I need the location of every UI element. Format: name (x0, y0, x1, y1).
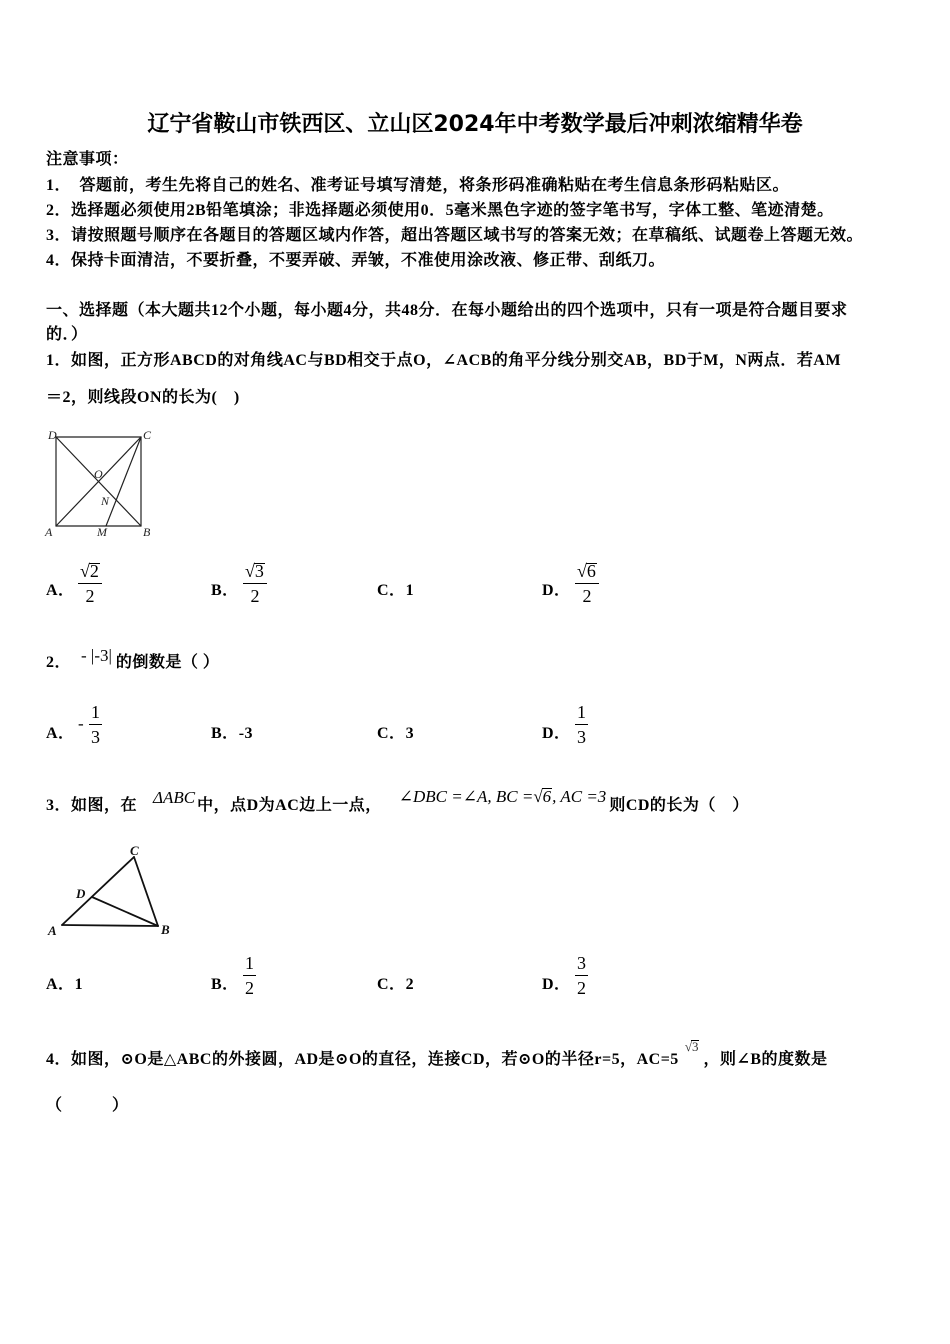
condition-formula (399, 787, 607, 807)
formula-part-1: ∠DBC =∠A, BC = (398, 787, 534, 806)
option-label: C． (377, 582, 406, 599)
radical-sign: √ (684, 1039, 692, 1054)
question-4-answer-blank: （ ） (46, 1097, 129, 1114)
abs-expression: - |-3| (81, 646, 112, 665)
numerator (575, 559, 599, 583)
numerator: 1 (577, 702, 586, 722)
fraction (78, 559, 102, 608)
option-value: -3 (238, 725, 254, 742)
question-1-stem-line-1: 1．如图，正方形ABCD的对角线AC与BD相交于点O，∠ACB的角平分线分别交AB，BD于M，N两点．若AM (46, 352, 842, 369)
q3-option-a (46, 951, 186, 1003)
radicand: 3 (691, 1039, 699, 1054)
label-d: D (76, 886, 86, 901)
radical-sign: √ (80, 561, 90, 581)
minus-sign: - (78, 714, 84, 733)
denominator: 2 (577, 978, 586, 998)
section-heading-line-2: 的．） (46, 326, 88, 343)
numerator: 1 (91, 702, 100, 722)
q1-option-c (377, 559, 517, 611)
fraction (243, 951, 256, 1000)
fraction (575, 951, 588, 1000)
radicand: 6 (586, 561, 596, 581)
option-label: C． (377, 976, 406, 993)
option-label-group (377, 975, 414, 995)
question-3-options (0, 951, 950, 1003)
option-label-group (377, 581, 414, 601)
fraction (575, 700, 588, 749)
radicand: 2 (89, 561, 99, 581)
label-c: C (143, 428, 152, 442)
denominator: 3 (91, 727, 100, 747)
question-1-figure-square (44, 424, 164, 540)
q2-option-b (211, 700, 351, 752)
label-m: M (97, 525, 107, 539)
option-value: 3 (405, 725, 415, 742)
q1-option-d (542, 559, 682, 611)
fraction (575, 559, 599, 608)
notice-item-3: 3．请按照题号顺序在各题目的答题区域内作答，超出答题区域书写的答案无效；在草稿纸、试题卷上答题无效。 (46, 227, 864, 244)
triangle-abc-formula: ΔABC (153, 788, 196, 807)
bisector-cm (106, 437, 141, 526)
option-label: B． (211, 725, 239, 742)
denominator: 3 (577, 727, 586, 747)
denominator: 2 (85, 586, 95, 606)
label-d: D (48, 428, 57, 442)
notice-item-2: 2．选择题必须使用2B铅笔填涂；非选择题必须使用0．5毫米黑色字迹的签字笔书写，字体工整、笔迹清楚。 (46, 202, 834, 219)
option-label-group (211, 724, 253, 744)
side-ac (62, 857, 134, 925)
formula-part-2: , AC =3 (552, 787, 607, 806)
label-n: N (101, 494, 110, 508)
option-label: D． (542, 976, 571, 993)
side-ab (62, 925, 158, 926)
option-label: A． (46, 725, 75, 742)
question-3-figure-triangle (44, 840, 179, 940)
option-label: D． (542, 582, 571, 599)
label-c: C (130, 843, 139, 858)
q2-option-a (46, 700, 186, 752)
label-a: A (45, 525, 53, 539)
question-1-stem-line-2: ＝2，则线段ON的长为( ) (46, 389, 240, 406)
question-4-text-1: 4．如图，⊙O是△ABC的外接圆，AD是⊙O的直径，连接CD，若⊙O的半径r=5，AC=5 (46, 1051, 679, 1068)
radicand: 6 (542, 787, 552, 806)
question-1-options (0, 559, 950, 611)
radicand: 3 (254, 561, 264, 581)
q2-option-c (377, 700, 517, 752)
q1-option-b (211, 559, 351, 611)
option-label: A． (46, 582, 75, 599)
q3-option-c (377, 951, 517, 1003)
section-heading-line-1: 一、选择题（本大题共12个小题，每小题4分，共48分．在每小题给出的四个选项中，只有一项是符合题目要求 (46, 302, 848, 319)
page-title: 辽宁省鞍山市铁西区、立山区2024年中考数学最后冲刺浓缩精华卷 (147, 112, 803, 137)
fraction (89, 700, 102, 749)
side-bc (134, 857, 158, 926)
numerator: 3 (577, 953, 586, 973)
label-b: B (161, 922, 170, 937)
option-label: D． (542, 725, 571, 742)
question-3-text-3: 则CD的长为（ ） (609, 797, 749, 814)
question-4-stem-line-1 (46, 1039, 828, 1070)
numerator (243, 559, 267, 583)
option-label: C． (377, 725, 406, 742)
question-3-stem (46, 787, 749, 816)
question-4-text-2: ，则∠B的度数是 (703, 1051, 828, 1068)
question-number: 2． (46, 654, 72, 671)
option-label: B． (211, 976, 239, 993)
denominator: 2 (245, 978, 254, 998)
option-label-group (377, 724, 414, 744)
denominator: 2 (250, 586, 260, 606)
radical-sign: √ (533, 787, 543, 806)
q2-option-d (542, 700, 682, 752)
denominator: 2 (582, 586, 592, 606)
segment-bd (92, 897, 158, 926)
radical-sign: √ (577, 561, 587, 581)
question-3-text-1: 3．如图，在 (46, 797, 138, 814)
root-three (685, 1037, 700, 1057)
numerator (78, 559, 102, 583)
question-2-options (0, 700, 950, 752)
option-label: A． (46, 976, 75, 993)
label-a: A (48, 923, 57, 938)
q1-option-a (46, 559, 186, 611)
question-2-text: 的倒数是（ ） (115, 654, 220, 671)
notice-heading: 注意事项： (46, 151, 129, 168)
q3-option-d (542, 951, 682, 1003)
option-label: B． (211, 582, 239, 599)
option-label-group (46, 975, 83, 995)
notice-item-1: 1． 答题前，考生先将自己的姓名、准考证号填写清楚，将条形码准确粘贴在考生信息条形码粘贴区。 (46, 177, 790, 194)
label-b: B (143, 525, 151, 539)
question-2-stem (46, 646, 220, 673)
question-3-text-2: 中，点D为AC边上一点， (197, 797, 382, 814)
option-value: 1 (74, 976, 84, 993)
q3-option-b (211, 951, 351, 1003)
notice-item-4: 4．保持卡面清洁，不要折叠，不要弄破、弄皱，不准使用涂改液、修正带、刮纸刀。 (46, 252, 666, 269)
option-value: 2 (405, 976, 415, 993)
label-o: O (94, 467, 103, 481)
fraction (243, 559, 267, 608)
numerator: 1 (245, 953, 254, 973)
option-value: 1 (405, 582, 415, 599)
radical-sign: √ (245, 561, 255, 581)
